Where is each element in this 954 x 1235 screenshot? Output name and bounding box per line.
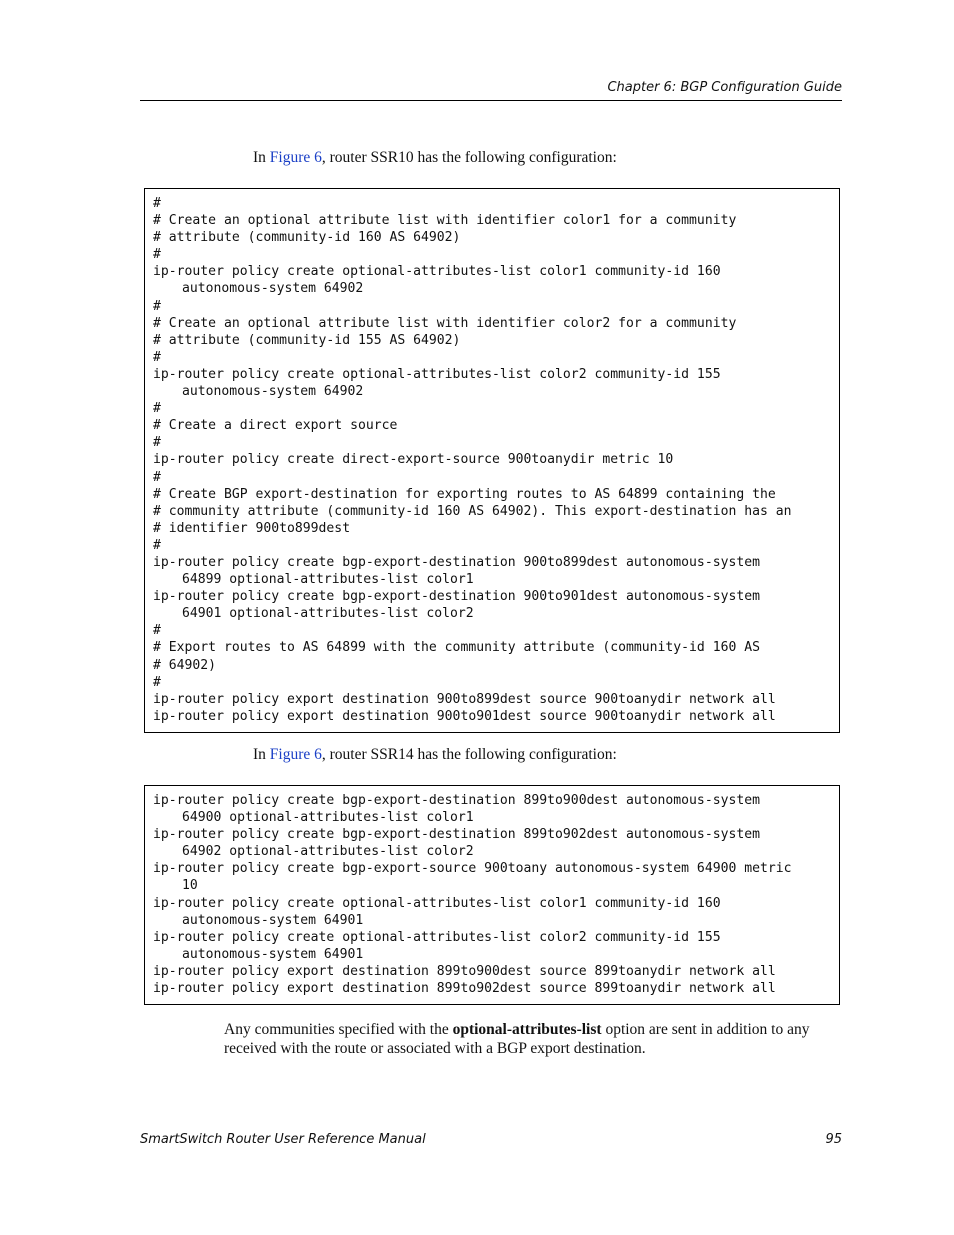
header-rule xyxy=(140,100,842,101)
code-line: # Create an optional attribute list with identifier color2 for a community xyxy=(153,315,737,331)
code-line: # xyxy=(153,623,161,639)
code-line: 64900 optional-attributes-list color1 xyxy=(182,810,474,826)
code-line: ip-router policy create direct-export-source 900toanydir metric 10 xyxy=(153,452,674,468)
code-line: ip-router policy export destination 899to902dest source 899toanydir network all xyxy=(153,981,776,997)
figure-link[interactable]: Figure 6 xyxy=(269,746,322,763)
option-name: optional-attributes-list xyxy=(452,1021,602,1038)
code-line: ip-router policy create optional-attributes-list color2 community-id 155 xyxy=(153,366,721,382)
code-line: autonomous-system 64901 xyxy=(182,946,364,962)
code-line: # xyxy=(153,435,161,451)
code-line: # xyxy=(153,298,161,314)
code-line: autonomous-system 64902 xyxy=(182,384,364,400)
code-line: ip-router policy create bgp-export-destination 900to901dest autonomous-system xyxy=(153,589,760,605)
code-line: # attribute (community-id 160 AS 64902) xyxy=(153,230,461,246)
code-line: ip-router policy export destination 900to901dest source 900toanydir network all xyxy=(153,708,776,724)
code-line: autonomous-system 64902 xyxy=(182,281,364,297)
closing-text-after: option are sent in addition to any received with the route or associated with a BGP export destination. xyxy=(224,1021,810,1057)
code-line: ip-router policy create bgp-export-destination 900to899dest autonomous-system xyxy=(153,554,760,570)
code-line: ip-router policy export destination 899to900dest source 899toanydir network all xyxy=(153,963,776,979)
code-block-ssr14 xyxy=(144,785,840,1005)
intro-suffix: , router SSR10 has the following configuration: xyxy=(321,149,617,166)
intro-prefix: In xyxy=(253,149,270,166)
code-line: # xyxy=(153,349,161,365)
intro-suffix: , router SSR14 has the following configuration: xyxy=(321,746,617,763)
running-footer xyxy=(140,1130,842,1150)
code-line: 64901 optional-attributes-list color2 xyxy=(182,606,474,622)
code-line: ip-router policy create bgp-export-source 900toany autonomous-system 64900 metric xyxy=(153,861,792,877)
manual-title: SmartSwitch Router User Reference Manual xyxy=(140,1132,426,1147)
figure-link[interactable]: Figure 6 xyxy=(269,149,322,166)
code-line: # xyxy=(153,401,161,417)
code-line: # Create BGP export-destination for exporting routes to AS 64899 containing the xyxy=(153,486,776,502)
code-line: ip-router policy create bgp-export-destination 899to900dest autonomous-system xyxy=(153,793,760,808)
code-line: # Create a direct export source xyxy=(153,418,398,434)
code-line: # 64902) xyxy=(153,657,217,673)
code-line: # xyxy=(153,469,161,485)
code-line: # attribute (community-id 155 AS 64902) xyxy=(153,332,461,348)
intro-paragraph-ssr10 xyxy=(253,148,617,168)
code-line: # identifier 900to899dest xyxy=(153,520,351,536)
code-line: 64902 optional-attributes-list color2 xyxy=(182,844,474,860)
code-line: 64899 optional-attributes-list color1 xyxy=(182,572,474,588)
code-line: # xyxy=(153,537,161,553)
code-line: # xyxy=(153,196,161,211)
code-line: # community attribute (community-id 160 AS 64902). This export-destination has an xyxy=(153,503,792,519)
page-number: 95 xyxy=(825,1132,842,1147)
code-line: ip-router policy create optional-attributes-list color2 community-id 155 xyxy=(153,929,721,945)
running-header: Chapter 6: BGP Configuration Guide xyxy=(607,80,842,95)
code-line: ip-router policy export destination 900to899dest source 900toanydir network all xyxy=(153,691,776,707)
code-line: autonomous-system 64901 xyxy=(182,912,364,928)
closing-paragraph xyxy=(224,1021,844,1058)
code-line: ip-router policy create optional-attributes-list color1 community-id 160 xyxy=(153,264,721,280)
closing-text-before: Any communities specified with the xyxy=(224,1021,453,1038)
code-line: # xyxy=(153,674,161,690)
intro-prefix: In xyxy=(253,746,270,763)
code-line: # xyxy=(153,247,161,263)
code-block-ssr10 xyxy=(144,188,840,733)
code-line: # Export routes to AS 64899 with the community attribute (community-id 160 AS xyxy=(153,640,760,656)
code-line: ip-router policy create optional-attributes-list color1 community-id 160 xyxy=(153,895,721,911)
intro-paragraph-ssr14 xyxy=(253,745,617,765)
code-line: 10 xyxy=(182,878,198,894)
code-line: # Create an optional attribute list with identifier color1 for a community xyxy=(153,213,737,229)
code-line: ip-router policy create bgp-export-destination 899to902dest autonomous-system xyxy=(153,827,760,843)
